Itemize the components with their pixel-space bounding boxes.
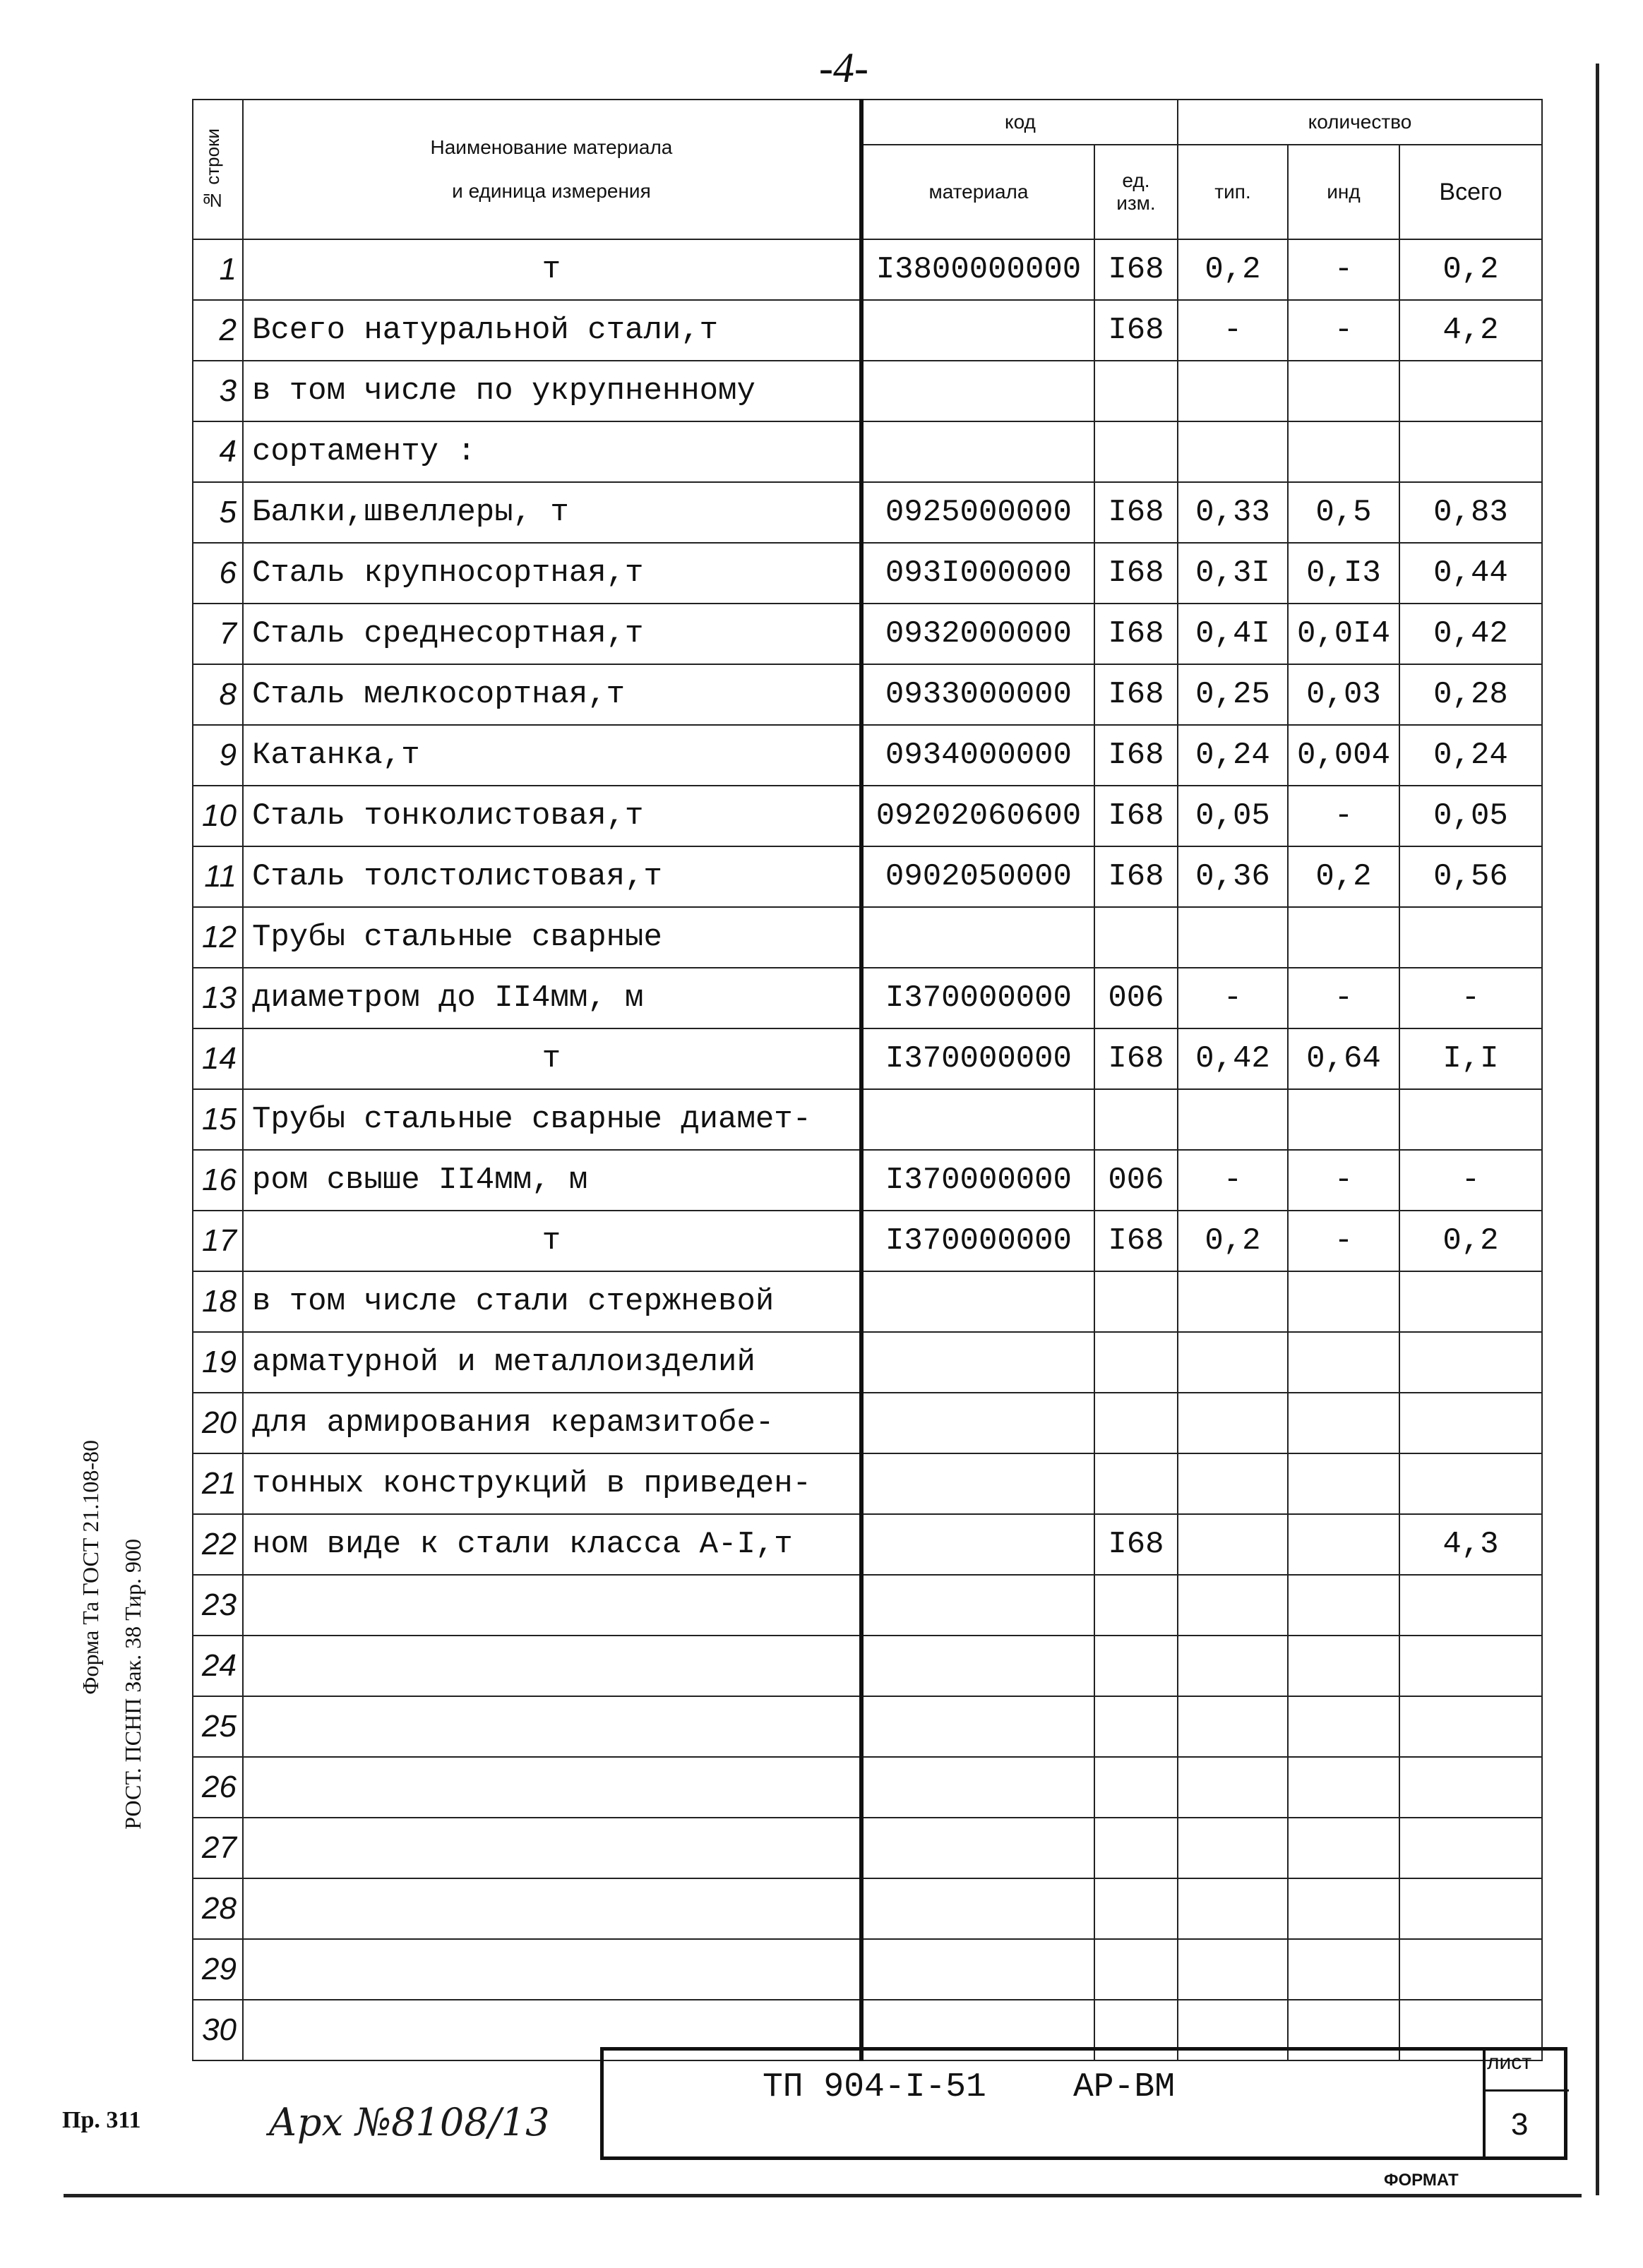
typical-qty-cell: 0,33 bbox=[1178, 482, 1288, 543]
typical-qty-cell: - bbox=[1178, 968, 1288, 1028]
table-row bbox=[193, 1271, 1542, 1332]
material-code-cell bbox=[861, 1453, 1094, 1514]
typical-qty-cell bbox=[1178, 907, 1288, 968]
unit-code-cell: I68 bbox=[1094, 1211, 1178, 1271]
print-order-note: РОСТ. ПСНП Зак. 38 Тир. 900 bbox=[120, 1539, 145, 1830]
total-qty-cell bbox=[1399, 1818, 1542, 1878]
row-number-cell: 10 bbox=[193, 786, 243, 846]
format-label: ФОРМАТ bbox=[1384, 2171, 1459, 2190]
total-qty-cell: I,I bbox=[1399, 1028, 1542, 1089]
row-number-cell: 18 bbox=[193, 1271, 243, 1332]
row-number-cell: 23 bbox=[193, 1575, 243, 1636]
unit-code-cell bbox=[1094, 1393, 1178, 1453]
total-qty-cell: - bbox=[1399, 1150, 1542, 1211]
total-qty-cell: 0,44 bbox=[1399, 543, 1542, 604]
row-number-cell: 16 bbox=[193, 1150, 243, 1211]
typical-qty-cell bbox=[1178, 1636, 1288, 1696]
typical-qty-cell: 0,2 bbox=[1178, 239, 1288, 300]
document-code: ТП 904-I-51 bbox=[763, 2068, 986, 2106]
individual-qty-cell: - bbox=[1288, 1211, 1399, 1271]
individual-qty-cell bbox=[1288, 1636, 1399, 1696]
total-qty-cell: - bbox=[1399, 968, 1542, 1028]
table-row bbox=[193, 421, 1542, 482]
individual-qty-cell bbox=[1288, 361, 1399, 421]
material-name-cell: Сталь толстолистовая,т bbox=[243, 846, 861, 907]
unit-code-cell bbox=[1094, 1757, 1178, 1818]
row-number-cell: 9 bbox=[193, 725, 243, 786]
header-name: Наименование материала и единица измерения bbox=[243, 100, 861, 239]
material-code-cell: 0932000000 bbox=[861, 604, 1094, 664]
material-code-cell: 0902050000 bbox=[861, 846, 1094, 907]
typical-qty-cell: - bbox=[1178, 1150, 1288, 1211]
row-number-cell: 11 bbox=[193, 846, 243, 907]
material-name-cell: для армирования керамзитобе- bbox=[243, 1393, 861, 1453]
unit-code-cell: 006 bbox=[1094, 968, 1178, 1028]
sheet-label: лист bbox=[1487, 2051, 1532, 2074]
typical-qty-cell bbox=[1178, 1089, 1288, 1150]
table-row bbox=[193, 664, 1542, 725]
material-name-cell bbox=[243, 1939, 861, 2000]
material-name-cell: Всего натуральной стали,т bbox=[243, 300, 861, 361]
individual-qty-cell bbox=[1288, 1757, 1399, 1818]
row-number-cell: 13 bbox=[193, 968, 243, 1028]
total-qty-cell bbox=[1399, 1696, 1542, 1757]
unit-code-cell: I68 bbox=[1094, 300, 1178, 361]
material-code-cell bbox=[861, 907, 1094, 968]
unit-code-cell: I68 bbox=[1094, 239, 1178, 300]
row-number-cell: 1 bbox=[193, 239, 243, 300]
typical-qty-cell: 0,25 bbox=[1178, 664, 1288, 725]
individual-qty-cell bbox=[1288, 1514, 1399, 1575]
material-code-cell: 093I000000 bbox=[861, 543, 1094, 604]
material-code-cell bbox=[861, 1757, 1094, 1818]
material-name-cell: т bbox=[243, 239, 861, 300]
table-row bbox=[193, 1150, 1542, 1211]
material-name-cell bbox=[243, 1878, 861, 1939]
header-material-code: материала bbox=[861, 145, 1094, 239]
material-code-cell: 0934000000 bbox=[861, 725, 1094, 786]
material-code-cell bbox=[861, 1332, 1094, 1393]
typical-qty-cell bbox=[1178, 1939, 1288, 2000]
material-name-cell bbox=[243, 1757, 861, 1818]
section-code: АР-ВМ bbox=[1073, 2068, 1176, 2106]
typical-qty-cell: 0,2 bbox=[1178, 1211, 1288, 1271]
unit-code-cell bbox=[1094, 1575, 1178, 1636]
material-name-cell bbox=[243, 1575, 861, 1636]
material-name-cell: диаметром до II4мм, м bbox=[243, 968, 861, 1028]
bottom-edge-rule bbox=[64, 2194, 1582, 2197]
total-qty-cell bbox=[1399, 1271, 1542, 1332]
material-code-cell bbox=[861, 1393, 1094, 1453]
unit-code-cell: I68 bbox=[1094, 543, 1178, 604]
material-name-cell: в том числе стали стержневой bbox=[243, 1271, 861, 1332]
table-row bbox=[193, 786, 1542, 846]
material-name-cell: т bbox=[243, 1028, 861, 1089]
material-name-cell: сортаменту : bbox=[243, 421, 861, 482]
row-number-cell: 21 bbox=[193, 1453, 243, 1514]
table-row bbox=[193, 1089, 1542, 1150]
unit-code-cell bbox=[1094, 1939, 1178, 2000]
unit-code-cell: I68 bbox=[1094, 1028, 1178, 1089]
total-qty-cell bbox=[1399, 361, 1542, 421]
row-number-cell: 12 bbox=[193, 907, 243, 968]
material-code-cell: 0925000000 bbox=[861, 482, 1094, 543]
unit-code-cell: I68 bbox=[1094, 846, 1178, 907]
sheet-box-divider bbox=[1483, 2089, 1569, 2092]
row-number-cell: 5 bbox=[193, 482, 243, 543]
row-number-cell: 25 bbox=[193, 1696, 243, 1757]
individual-qty-cell: - bbox=[1288, 300, 1399, 361]
material-name-cell: Трубы стальные сварные bbox=[243, 907, 861, 968]
typical-qty-cell bbox=[1178, 1453, 1288, 1514]
row-number-cell: 22 bbox=[193, 1514, 243, 1575]
table-row bbox=[193, 1514, 1542, 1575]
material-name-cell: Сталь мелкосортная,т bbox=[243, 664, 861, 725]
typical-qty-cell: 0,3I bbox=[1178, 543, 1288, 604]
material-name-cell: Трубы стальные сварные диамет- bbox=[243, 1089, 861, 1150]
table-row bbox=[193, 1211, 1542, 1271]
material-name-cell bbox=[243, 1818, 861, 1878]
typical-qty-cell: - bbox=[1178, 300, 1288, 361]
material-code-cell: 09202060600 bbox=[861, 786, 1094, 846]
total-qty-cell: 0,05 bbox=[1399, 786, 1542, 846]
total-qty-cell: 4,3 bbox=[1399, 1514, 1542, 1575]
material-name-cell: ром свыше II4мм, м bbox=[243, 1150, 861, 1211]
typical-qty-cell: 0,05 bbox=[1178, 786, 1288, 846]
individual-qty-cell: 0,0I4 bbox=[1288, 604, 1399, 664]
row-number-cell: 24 bbox=[193, 1636, 243, 1696]
typical-qty-cell bbox=[1178, 1878, 1288, 1939]
material-name-cell: тонных конструкций в приведен- bbox=[243, 1453, 861, 1514]
individual-qty-cell: 0,64 bbox=[1288, 1028, 1399, 1089]
table-row bbox=[193, 1939, 1542, 2000]
row-number-cell: 30 bbox=[193, 2000, 243, 2060]
table-row bbox=[193, 604, 1542, 664]
total-qty-cell: 4,2 bbox=[1399, 300, 1542, 361]
row-number-cell: 28 bbox=[193, 1878, 243, 1939]
unit-code-cell: I68 bbox=[1094, 482, 1178, 543]
material-name-cell: арматурной и металлоизделий bbox=[243, 1332, 861, 1393]
unit-code-cell bbox=[1094, 1696, 1178, 1757]
total-qty-cell bbox=[1399, 1332, 1542, 1393]
row-number-cell: 2 bbox=[193, 300, 243, 361]
total-qty-cell: 0,28 bbox=[1399, 664, 1542, 725]
unit-code-cell bbox=[1094, 1089, 1178, 1150]
unit-code-cell bbox=[1094, 907, 1178, 968]
material-code-cell bbox=[861, 1818, 1094, 1878]
individual-qty-cell: - bbox=[1288, 1150, 1399, 1211]
individual-qty-cell bbox=[1288, 1332, 1399, 1393]
row-number-cell: 6 bbox=[193, 543, 243, 604]
table-row bbox=[193, 1878, 1542, 1939]
material-name-cell: т bbox=[243, 1211, 861, 1271]
header-code: код bbox=[861, 100, 1178, 145]
header-row-number: № строки bbox=[193, 100, 243, 239]
table-row bbox=[193, 907, 1542, 968]
total-qty-cell bbox=[1399, 1393, 1542, 1453]
typical-qty-cell bbox=[1178, 1271, 1288, 1332]
order-number-note: Пр. 311 bbox=[62, 2107, 141, 2133]
material-name-cell bbox=[243, 1696, 861, 1757]
material-name-cell: ном виде к стали класса А-I,т bbox=[243, 1514, 861, 1575]
typical-qty-cell bbox=[1178, 1514, 1288, 1575]
typical-qty-cell: 0,24 bbox=[1178, 725, 1288, 786]
individual-qty-cell bbox=[1288, 1453, 1399, 1514]
row-number-cell: 19 bbox=[193, 1332, 243, 1393]
unit-code-cell: I68 bbox=[1094, 725, 1178, 786]
total-qty-cell bbox=[1399, 1089, 1542, 1150]
row-number-cell: 8 bbox=[193, 664, 243, 725]
material-code-cell bbox=[861, 421, 1094, 482]
unit-code-cell: I68 bbox=[1094, 604, 1178, 664]
total-qty-cell: 0,42 bbox=[1399, 604, 1542, 664]
table-row bbox=[193, 300, 1542, 361]
table-row bbox=[193, 239, 1542, 300]
table-row bbox=[193, 1028, 1542, 1089]
header-individual: инд bbox=[1288, 145, 1399, 239]
total-qty-cell bbox=[1399, 1575, 1542, 1636]
unit-code-cell bbox=[1094, 1271, 1178, 1332]
material-code-cell: I3800000000 bbox=[861, 239, 1094, 300]
total-qty-cell: 0,2 bbox=[1399, 239, 1542, 300]
table-row bbox=[193, 968, 1542, 1028]
unit-code-cell bbox=[1094, 1818, 1178, 1878]
individual-qty-cell bbox=[1288, 907, 1399, 968]
typical-qty-cell bbox=[1178, 1757, 1288, 1818]
unit-code-cell: I68 bbox=[1094, 786, 1178, 846]
material-name-cell: в том числе по укрупненному bbox=[243, 361, 861, 421]
material-code-cell: I370000000 bbox=[861, 968, 1094, 1028]
individual-qty-cell: 0,2 bbox=[1288, 846, 1399, 907]
material-name-cell: Сталь крупносортная,т bbox=[243, 543, 861, 604]
material-code-cell bbox=[861, 1636, 1094, 1696]
individual-qty-cell bbox=[1288, 1939, 1399, 2000]
page-number: -4- bbox=[819, 44, 868, 91]
typical-qty-cell: 0,4I bbox=[1178, 604, 1288, 664]
table-row bbox=[193, 1818, 1542, 1878]
material-code-cell bbox=[861, 1878, 1094, 1939]
material-code-cell bbox=[861, 1575, 1094, 1636]
header-total: Всего bbox=[1399, 145, 1542, 239]
material-name-cell bbox=[243, 1636, 861, 1696]
form-standard-note: Форма Та ГОСТ 21.108-80 bbox=[78, 1440, 103, 1695]
material-code-cell bbox=[861, 1089, 1094, 1150]
typical-qty-cell bbox=[1178, 1696, 1288, 1757]
typical-qty-cell bbox=[1178, 1332, 1288, 1393]
total-qty-cell: 0,24 bbox=[1399, 725, 1542, 786]
row-number-cell: 14 bbox=[193, 1028, 243, 1089]
header-unit: ед. изм. bbox=[1094, 145, 1178, 239]
total-qty-cell: 0,83 bbox=[1399, 482, 1542, 543]
row-number-cell: 3 bbox=[193, 361, 243, 421]
row-number-cell: 15 bbox=[193, 1089, 243, 1150]
total-qty-cell bbox=[1399, 421, 1542, 482]
material-code-cell bbox=[861, 300, 1094, 361]
material-code-cell: 0933000000 bbox=[861, 664, 1094, 725]
material-name-cell: Сталь тонколистовая,т bbox=[243, 786, 861, 846]
table-row bbox=[193, 725, 1542, 786]
table-row bbox=[193, 846, 1542, 907]
table-row bbox=[193, 1332, 1542, 1393]
material-name-cell: Сталь среднесортная,т bbox=[243, 604, 861, 664]
material-code-cell bbox=[861, 1939, 1094, 2000]
material-code-cell bbox=[861, 1271, 1094, 1332]
table-row bbox=[193, 1393, 1542, 1453]
unit-code-cell: I68 bbox=[1094, 664, 1178, 725]
typical-qty-cell bbox=[1178, 421, 1288, 482]
material-code-cell: I370000000 bbox=[861, 1211, 1094, 1271]
individual-qty-cell: 0,I3 bbox=[1288, 543, 1399, 604]
typical-qty-cell: 0,36 bbox=[1178, 846, 1288, 907]
table-row bbox=[193, 1575, 1542, 1636]
unit-code-cell: I68 bbox=[1094, 1514, 1178, 1575]
individual-qty-cell: 0,5 bbox=[1288, 482, 1399, 543]
total-qty-cell bbox=[1399, 1757, 1542, 1818]
individual-qty-cell bbox=[1288, 1818, 1399, 1878]
table-row bbox=[193, 361, 1542, 421]
total-qty-cell: 0,56 bbox=[1399, 846, 1542, 907]
archive-handwritten-note: Арх №8108/13 bbox=[268, 2100, 550, 2144]
material-code-cell: I370000000 bbox=[861, 1028, 1094, 1089]
total-qty-cell bbox=[1399, 1636, 1542, 1696]
individual-qty-cell: - bbox=[1288, 968, 1399, 1028]
unit-code-cell bbox=[1094, 1878, 1178, 1939]
individual-qty-cell bbox=[1288, 421, 1399, 482]
unit-code-cell bbox=[1094, 361, 1178, 421]
table-row bbox=[193, 543, 1542, 604]
row-number-cell: 7 bbox=[193, 604, 243, 664]
individual-qty-cell: - bbox=[1288, 786, 1399, 846]
row-number-cell: 26 bbox=[193, 1757, 243, 1818]
material-code-cell bbox=[861, 1514, 1094, 1575]
row-number-cell: 29 bbox=[193, 1939, 243, 2000]
unit-code-cell: 006 bbox=[1094, 1150, 1178, 1211]
material-name-cell: Балки,швеллеры, т bbox=[243, 482, 861, 543]
sheet-number: 3 bbox=[1511, 2107, 1529, 2142]
material-code-cell bbox=[861, 1696, 1094, 1757]
row-number-cell: 20 bbox=[193, 1393, 243, 1453]
header-typical: тип. bbox=[1178, 145, 1288, 239]
individual-qty-cell: 0,03 bbox=[1288, 664, 1399, 725]
typical-qty-cell bbox=[1178, 1575, 1288, 1636]
individual-qty-cell: - bbox=[1288, 239, 1399, 300]
row-number-cell: 27 bbox=[193, 1818, 243, 1878]
table-row bbox=[193, 1636, 1542, 1696]
individual-qty-cell bbox=[1288, 1271, 1399, 1332]
individual-qty-cell bbox=[1288, 1575, 1399, 1636]
table-row bbox=[193, 1696, 1542, 1757]
table-row bbox=[193, 1453, 1542, 1514]
materials-table bbox=[192, 99, 1543, 2061]
table-row bbox=[193, 1757, 1542, 1818]
unit-code-cell bbox=[1094, 421, 1178, 482]
typical-qty-cell bbox=[1178, 1818, 1288, 1878]
total-qty-cell bbox=[1399, 1453, 1542, 1514]
total-qty-cell bbox=[1399, 1939, 1542, 2000]
typical-qty-cell: 0,42 bbox=[1178, 1028, 1288, 1089]
typical-qty-cell bbox=[1178, 1393, 1288, 1453]
right-edge-rule bbox=[1596, 64, 1599, 2195]
individual-qty-cell bbox=[1288, 1089, 1399, 1150]
unit-code-cell bbox=[1094, 1636, 1178, 1696]
total-qty-cell: 0,2 bbox=[1399, 1211, 1542, 1271]
individual-qty-cell: 0,004 bbox=[1288, 725, 1399, 786]
total-qty-cell bbox=[1399, 907, 1542, 968]
header-quantity: количество bbox=[1178, 100, 1542, 145]
material-code-cell bbox=[861, 361, 1094, 421]
unit-code-cell bbox=[1094, 1332, 1178, 1393]
typical-qty-cell bbox=[1178, 361, 1288, 421]
material-name-cell: Катанка,т bbox=[243, 725, 861, 786]
total-qty-cell bbox=[1399, 1878, 1542, 1939]
individual-qty-cell bbox=[1288, 1878, 1399, 1939]
individual-qty-cell bbox=[1288, 1393, 1399, 1453]
table-row bbox=[193, 482, 1542, 543]
row-number-cell: 4 bbox=[193, 421, 243, 482]
row-number-cell: 17 bbox=[193, 1211, 243, 1271]
unit-code-cell bbox=[1094, 1453, 1178, 1514]
individual-qty-cell bbox=[1288, 1696, 1399, 1757]
material-code-cell: I370000000 bbox=[861, 1150, 1094, 1211]
